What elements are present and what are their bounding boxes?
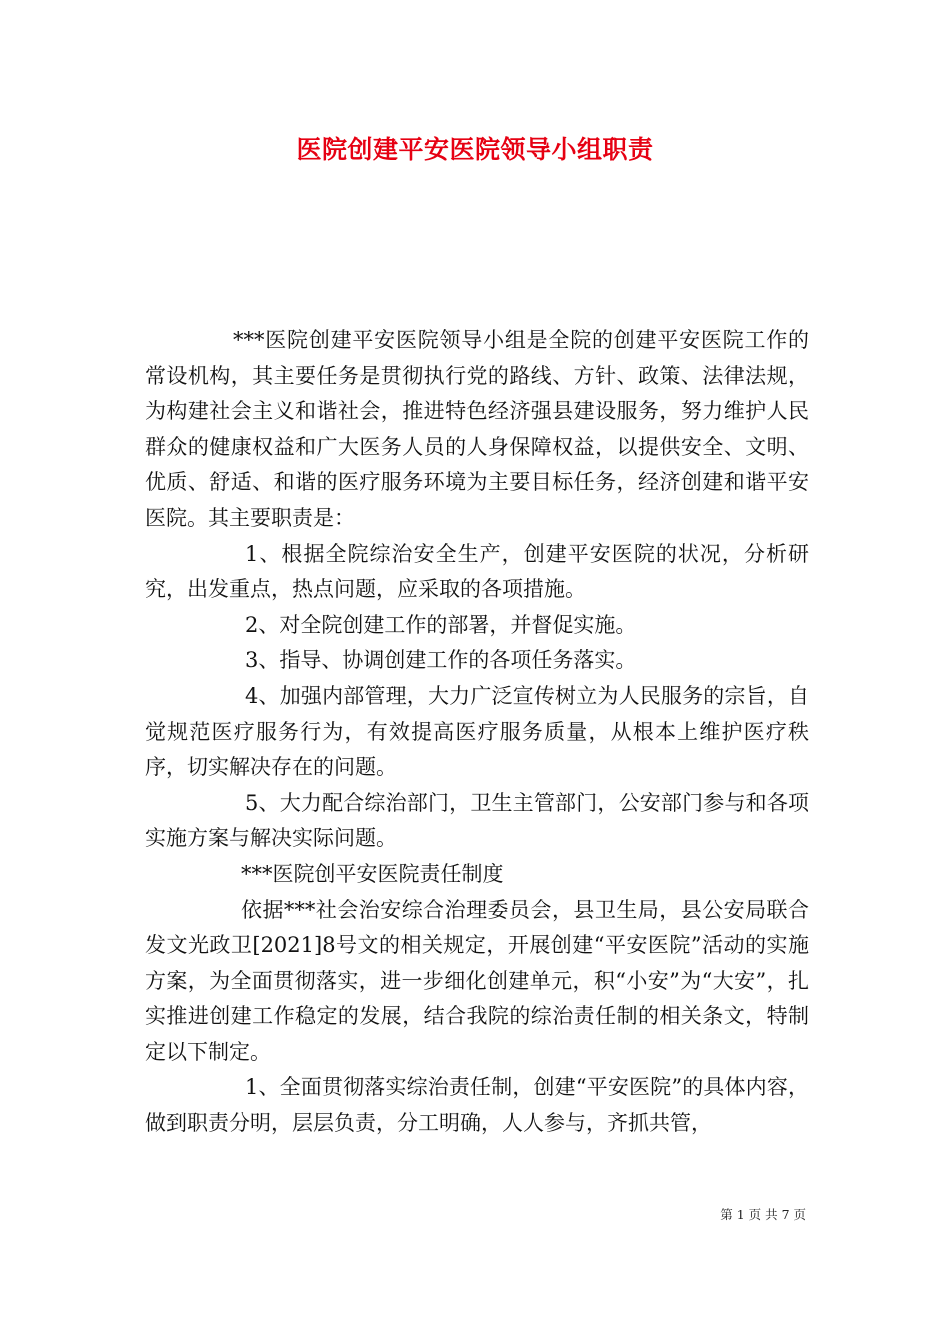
paragraph-basis: 依据***社会治安综合治理委员会，县卫生局，县公安局联合发文光政卫[2021]8号文的相关规定，开展创建“平安医院”活动的实施方案，为全面贯彻落实，进一步细化创建单元，积“小安”为“大安”，扎实推进创建工作稳定的发展，结合我院的综治责任制的相关条文，特制定以下制定。 — [145, 897, 809, 1064]
paragraph-rule-1: 1、全面贯彻落实综治责任制，创建“平安医院”的具体内容，做到职责分明，层层负责，分工明确，人人参与，齐抓共管， — [145, 1075, 809, 1136]
paragraph-duty-3: 3、指导、协调创建工作的各项任务落实。 — [245, 648, 637, 673]
paragraph-intro: ***医院创建平安医院领导小组是全院的创建平安医院工作的常设机构，其主要任务是贯彻执行党的路线、方针、政策、法律法规，为构建社会主义和谐社会，推进特色经济强县建设服务，努力维护人民群众的健康权益和广大医务人员的人身保障权益，以提供安全、文明、优质、舒适、和谐的医疗服务环境为主要目标任务，经济创建和谐平安医院。其主要职责是： — [145, 328, 809, 530]
paragraph-duty-4: 4、加强内部管理，大力广泛宣传树立为人民服务的宗旨，自觉规范医疗服务行为，有效提高医疗服务质量，从根本上维护医疗秩序，切实解决存在的问题。 — [145, 683, 809, 780]
paragraph-duty-1: 1、根据全院综治安全生产，创建平安医院的状况，分析研究，出发重点，热点问题，应采取的各项措施。 — [145, 541, 809, 602]
page-number: 第 1 页 共 7 页 — [720, 1207, 806, 1222]
section-heading: ***医院创平安医院责任制度 — [241, 861, 504, 886]
document-title: 医院创建平安医院领导小组职责 — [296, 135, 654, 164]
document-body — [145, 323, 809, 1142]
paragraph-duty-5: 5、大力配合综治部门，卫生主管部门，公安部门参与和各项实施方案与解决实际问题。 — [145, 790, 809, 851]
paragraph-duty-2: 2、对全院创建工作的部署，并督促实施。 — [245, 612, 637, 637]
